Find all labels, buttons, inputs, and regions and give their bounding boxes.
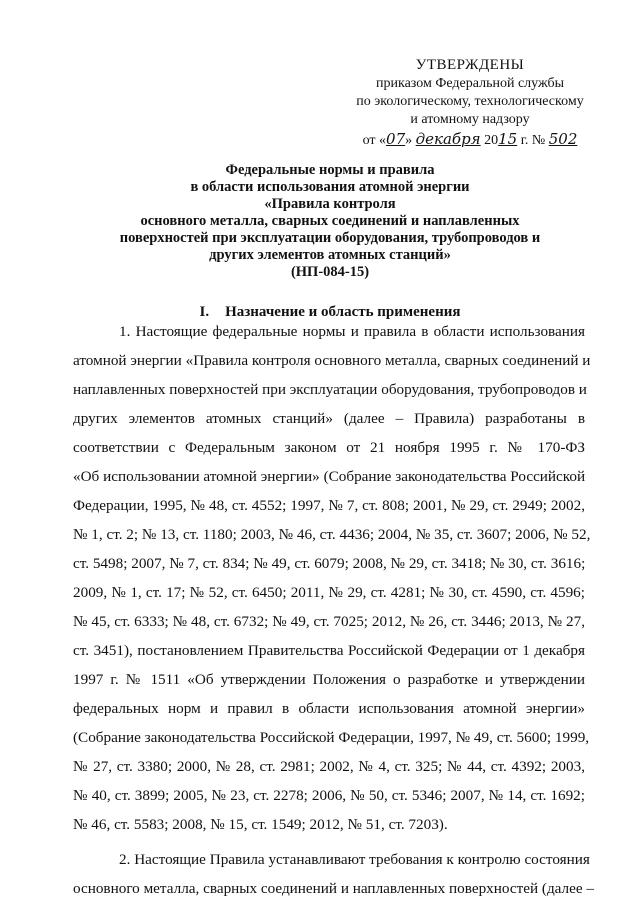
title-line: (НП-084-15) [290,264,370,280]
title-line: в области использования атомной энергии [190,179,470,195]
year-prefix: 20 [480,133,499,148]
paragraph-1-line: атомной энергии «Правила контроля основного металла, сварных соединений и [73,352,591,369]
approval-line-2: по экологическому, технологическому [356,94,584,109]
approval-date-line [340,130,600,150]
handwritten-month: декабря [415,130,481,148]
paragraph-1-line: (Собрание законодательства Российской Федерации, 1997, № 49, ст. 5600; 1999, [73,729,590,746]
section-number: I. [199,304,210,320]
year-suffix: г. № [517,133,549,148]
handwritten-order-number: 502 [548,130,578,148]
paragraph-1-line: № 46, ст. 5583; 2008, № 15, ст. 1549; 2012, № 51, ст. 7203). [73,816,448,833]
date-mid: » [405,133,416,148]
paragraph-1-line: Федерации, 1995, № 48, ст. 4552; 1997, № 7, ст. 808; 2001, № 29, ст. 2949; 2002, [73,497,585,514]
paragraph-1-line: 1997 г. № 1511 «Об утверждении Положения о разработке и утверждении [73,671,585,688]
paragraph-2-line: основного металла, сварных соединений и наплавленных поверхностей (далее – [73,880,595,897]
paragraph-1-line: «Об использовании атомной энергии» (Собрание законодательства Российской [73,468,586,485]
approval-line-1: приказом Федеральной службы [376,76,564,91]
approval-block [340,56,600,150]
paragraph-1-line: 2009, № 1, ст. 17; № 52, ст. 6450; 2011, № 29, ст. 4281; № 30, ст. 4590, ст. 4596; [73,584,585,601]
section-title: Назначение и область применения [225,304,461,320]
title-line: «Правила контроля [264,196,396,212]
paragraph-1-line: других элементов атомных станций» (далее – Правила) разработаны в [73,410,585,427]
document-title [80,162,580,281]
paragraph-1-line: федеральных норм и правил в области использования атомной энергии» [73,700,585,717]
paragraph-1-line: соответствии с Федеральным законом от 21 ноября 1995 г. № 170-ФЗ [73,439,585,456]
title-line: основного металла, сварных соединений и наплавленных [140,213,520,229]
title-line: Федеральные нормы и правила [225,162,435,178]
handwritten-day: 07 [386,130,406,148]
handwritten-year: 15 [498,130,518,148]
paragraph-2-line: 2. Настоящие Правила устанавливают требования к контролю состояния [119,851,590,868]
paragraph-1-line: № 45, ст. 6333; № 48, ст. 6732; № 49, ст. 7025; 2012, № 26, ст. 3446; 2013, № 27, [73,613,585,630]
paragraph-1-line: № 1, ст. 2; № 13, ст. 1180; 2003, № 46, ст. 4436; 2004, № 35, ст. 3607; 2006, № 52, [73,526,591,543]
paragraph-1-line: № 27, ст. 3380; 2000, № 28, ст. 2981; 2002, № 4, ст. 325; № 44, ст. 4392; 2003, [73,758,585,775]
paragraph-1-line: № 40, ст. 3899; 2005, № 23, ст. 2278; 2006, № 50, ст. 5346; 2007, № 14, ст. 1692; [73,787,585,804]
approval-heading: УТВЕРЖДЕНЫ [415,57,525,73]
section-heading [80,303,580,321]
paragraph-1-line: ст. 3451), постановлением Правительства Российской Федерации от 1 декабря [73,642,585,659]
paragraph-1-line: наплавленных поверхностей при эксплуатации оборудования, трубопроводов и [73,381,587,398]
approval-line-3: и атомному надзору [410,112,530,127]
paragraph-1-line: ст. 5498; 2007, № 7, ст. 834; № 49, ст. 6079; 2008, № 29, ст. 3418; № 30, ст. 3616; [73,555,586,572]
title-line: поверхностей при эксплуатации оборудования, трубопроводов и [119,230,541,246]
paragraph-1-line: 1. Настоящие федеральные нормы и правила в области использования [119,323,585,340]
title-line: других элементов атомных станций» [209,247,451,263]
date-prefix: от « [362,133,387,148]
